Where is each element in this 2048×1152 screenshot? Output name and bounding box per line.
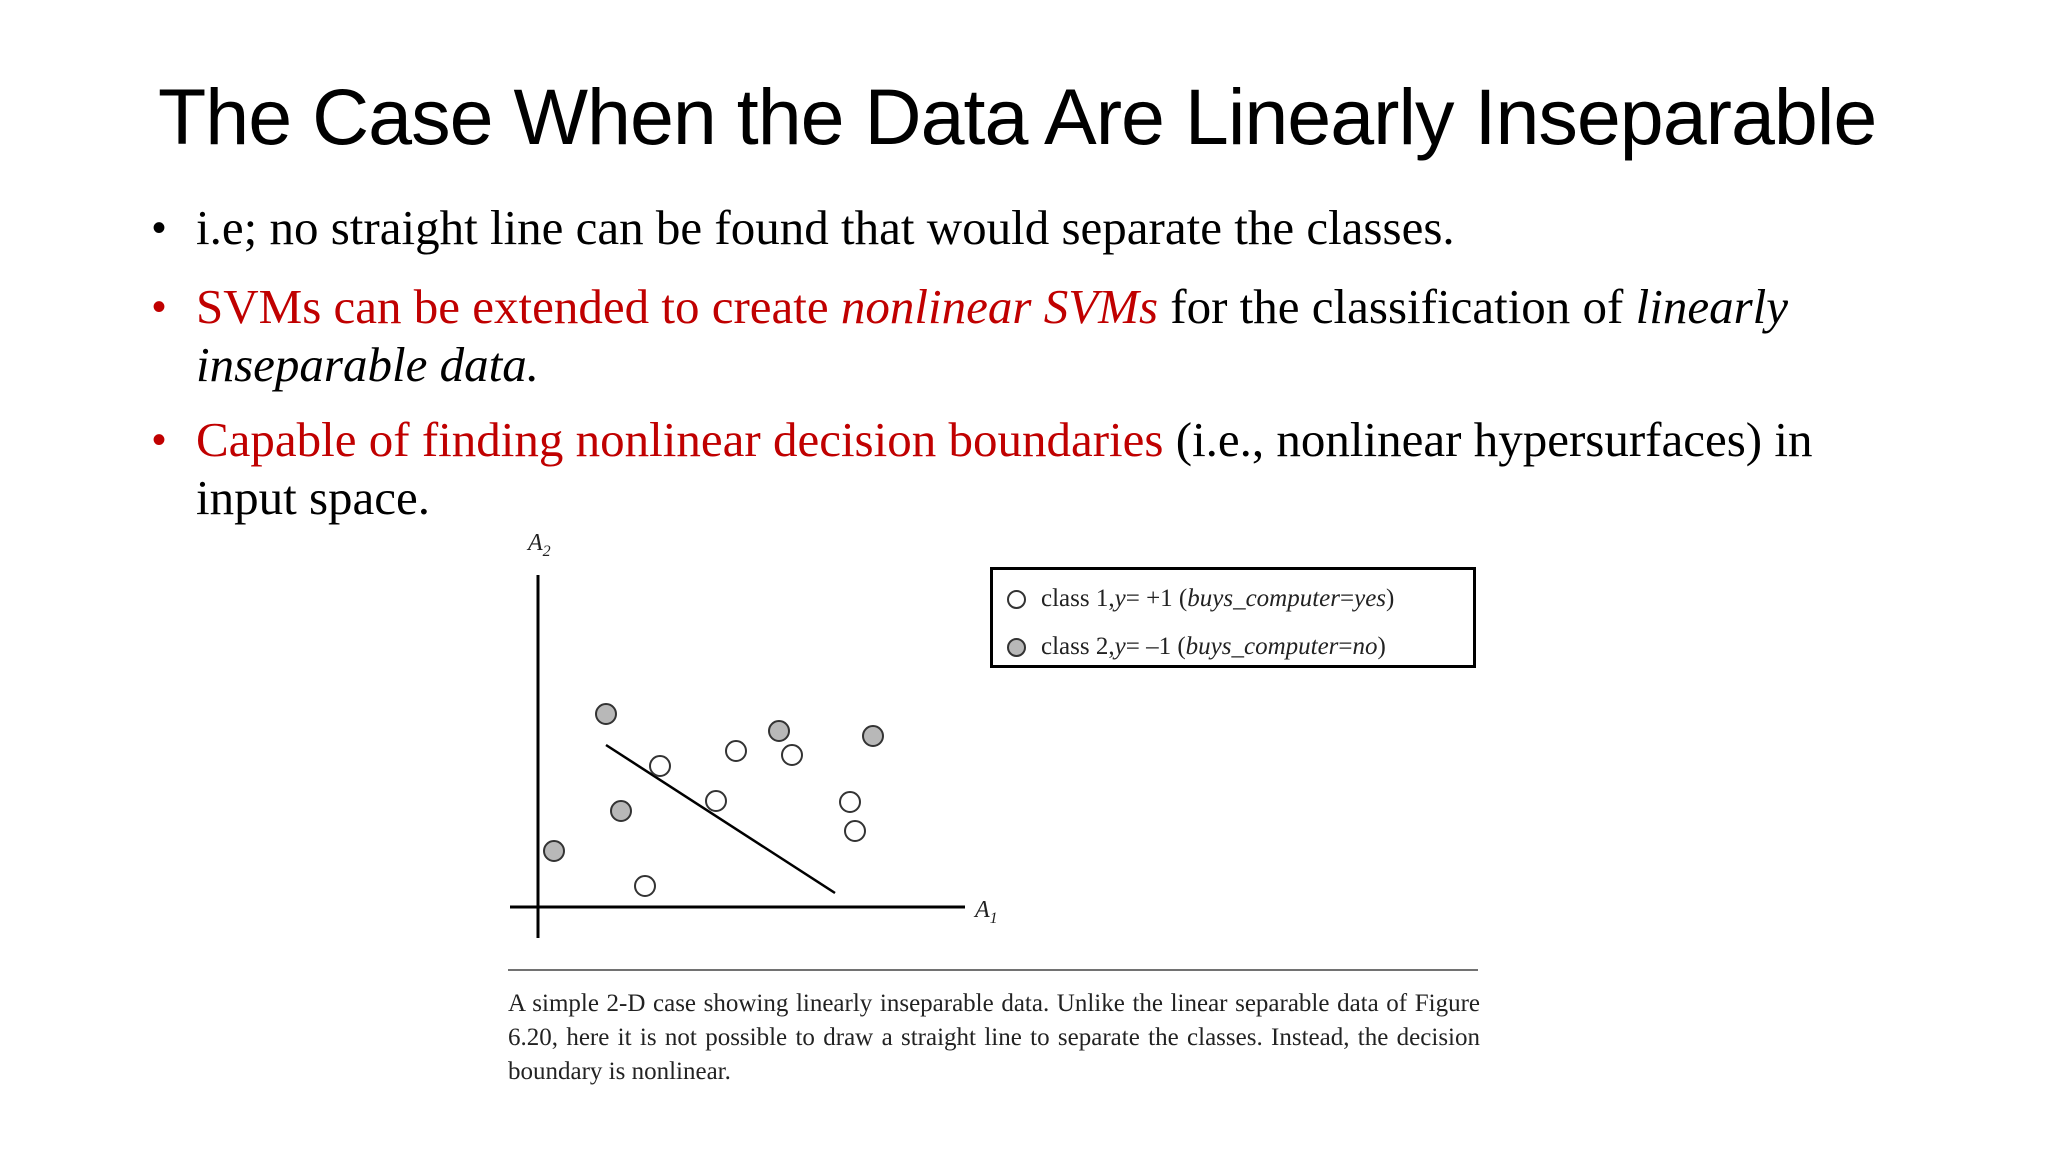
legend [990,567,1476,668]
open-point-3 [782,745,802,765]
figure-caption: A simple 2-D case showing linearly inseparable data. Unlike the linear separable data of Figure 6.20, here it is not possible to draw a straight line to separate the classes. Instead, the decision boundary is nonlinear. [508,990,1480,1085]
data-points [544,704,883,896]
separator-line [606,745,835,893]
slide-title: The Case When the Data Are Linearly Inseparable [158,72,1877,161]
bullet-3-red-text: Capable of finding nonlinear decision boundaries [196,412,1164,467]
filled-point-1 [611,801,631,821]
filled-point-0 [544,841,564,861]
legend-item-class1: class 1, y = +1 ( buys_computer = yes ) [1007,583,1394,615]
legend-item-class2: class 2, y = –1 ( buys_computer = no ) [1007,631,1386,663]
open-point-4 [845,821,865,841]
open-circle-icon [1007,590,1026,609]
bullet-dot: • [152,285,167,329]
bullet-2-text: for the classification of [1158,279,1636,334]
open-point-5 [635,876,655,896]
filled-point-7 [769,721,789,741]
open-point-2 [706,791,726,811]
bullet-dot: • [152,206,167,250]
filled-circle-icon [1007,638,1026,657]
x-axis-label: $A_1$ [975,897,998,927]
open-point-10 [726,741,746,761]
open-point-9 [650,756,670,776]
filled-point-8 [863,726,883,746]
bullet-2-red-text: SVMs can be extended to create [196,279,841,334]
bullet-2-emphasis-nonlinear-svms: nonlinear SVMs [840,279,1159,334]
bullet-2-emphasis-inseparable-data: inseparable data. [196,337,539,392]
y-axis-label: $A_2$ [528,530,551,560]
bullet-3-text: (i.e., nonlinear hypersurfaces) in [1163,412,1813,467]
filled-point-6 [596,704,616,724]
bullet-1-text: i.e; no straight line can be found that would separate the classes. [196,200,1455,255]
bullet-3-text-continued: input space. [196,470,431,525]
bullet-2-emphasis-linearly: linearly [1635,279,1789,334]
open-point-11 [840,792,860,812]
bullet-dot: • [152,418,167,462]
